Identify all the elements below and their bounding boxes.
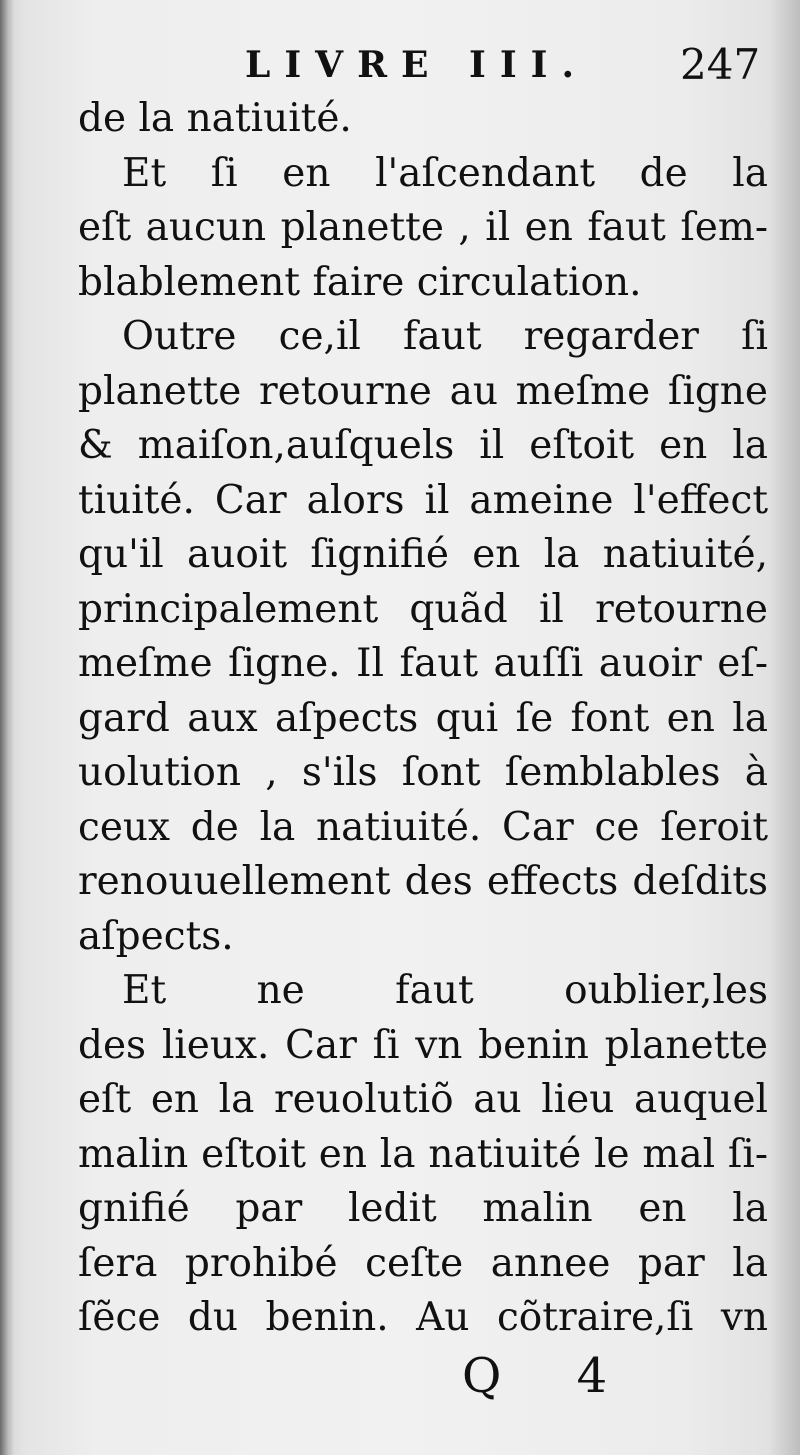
text-line: ſẽce du benin. Au cõtraire,ſi vn bbox=[78, 1295, 768, 1340]
text-line: blablement faire circulation. bbox=[78, 259, 642, 305]
running-head: LIVRE III. bbox=[245, 44, 589, 86]
signature-mark: Q 4 bbox=[462, 1348, 638, 1404]
text-line: de la natiuité. bbox=[78, 96, 352, 141]
page-gutter-shadow bbox=[0, 0, 14, 1455]
text-line: renouuellement des effects deſdits bbox=[78, 859, 768, 904]
text-line: qu'il auoit ſignifié en la natiuité, bbox=[78, 532, 768, 577]
page-header bbox=[0, 38, 800, 98]
text-line: tiuité. Car alors il ameine l'effect bbox=[78, 477, 768, 523]
text-line: & maiſon,auſquels il eſtoit en la bbox=[78, 423, 768, 468]
text-line: gard aux aſpects qui ſe font en la bbox=[78, 695, 768, 741]
text-line: eſt en la reuolutiõ au lieu auquel bbox=[78, 1077, 768, 1122]
text-line: Et ſi en l'aſcendant de la bbox=[122, 150, 768, 196]
text-line: uolution , s'ils ſont ſemblables à bbox=[78, 750, 768, 795]
text-line: meſme ſigne. Il faut auſſi auoir eſ- bbox=[78, 641, 768, 686]
text-line: gnifié par ledit malin en la bbox=[78, 1186, 768, 1231]
text-line: ceux de la natiuité. Car ce ſeroit bbox=[78, 804, 768, 850]
text-line: eſt aucun planette , il en faut ſem- bbox=[78, 205, 768, 250]
page-footer bbox=[0, 1340, 800, 1420]
text-line: planette retourne au meſme ſigne bbox=[78, 368, 768, 414]
page-body bbox=[78, 92, 768, 1346]
page-number: 247 bbox=[680, 40, 761, 89]
text-line: aſpects. bbox=[78, 913, 234, 959]
text-line: principalement quãd il retourne bbox=[78, 586, 768, 632]
text-line: ſera prohibé ceſte annee par la bbox=[78, 1240, 768, 1286]
text-line: Et ne faut oublier,les bbox=[122, 968, 768, 1013]
text-line: Outre ce,il faut regarder ſi bbox=[122, 314, 768, 359]
text-line: des lieux. Car ſi vn benin planette bbox=[78, 1022, 768, 1068]
text-line: malin eſtoit en la natiuité le mal ſi- bbox=[78, 1131, 768, 1177]
